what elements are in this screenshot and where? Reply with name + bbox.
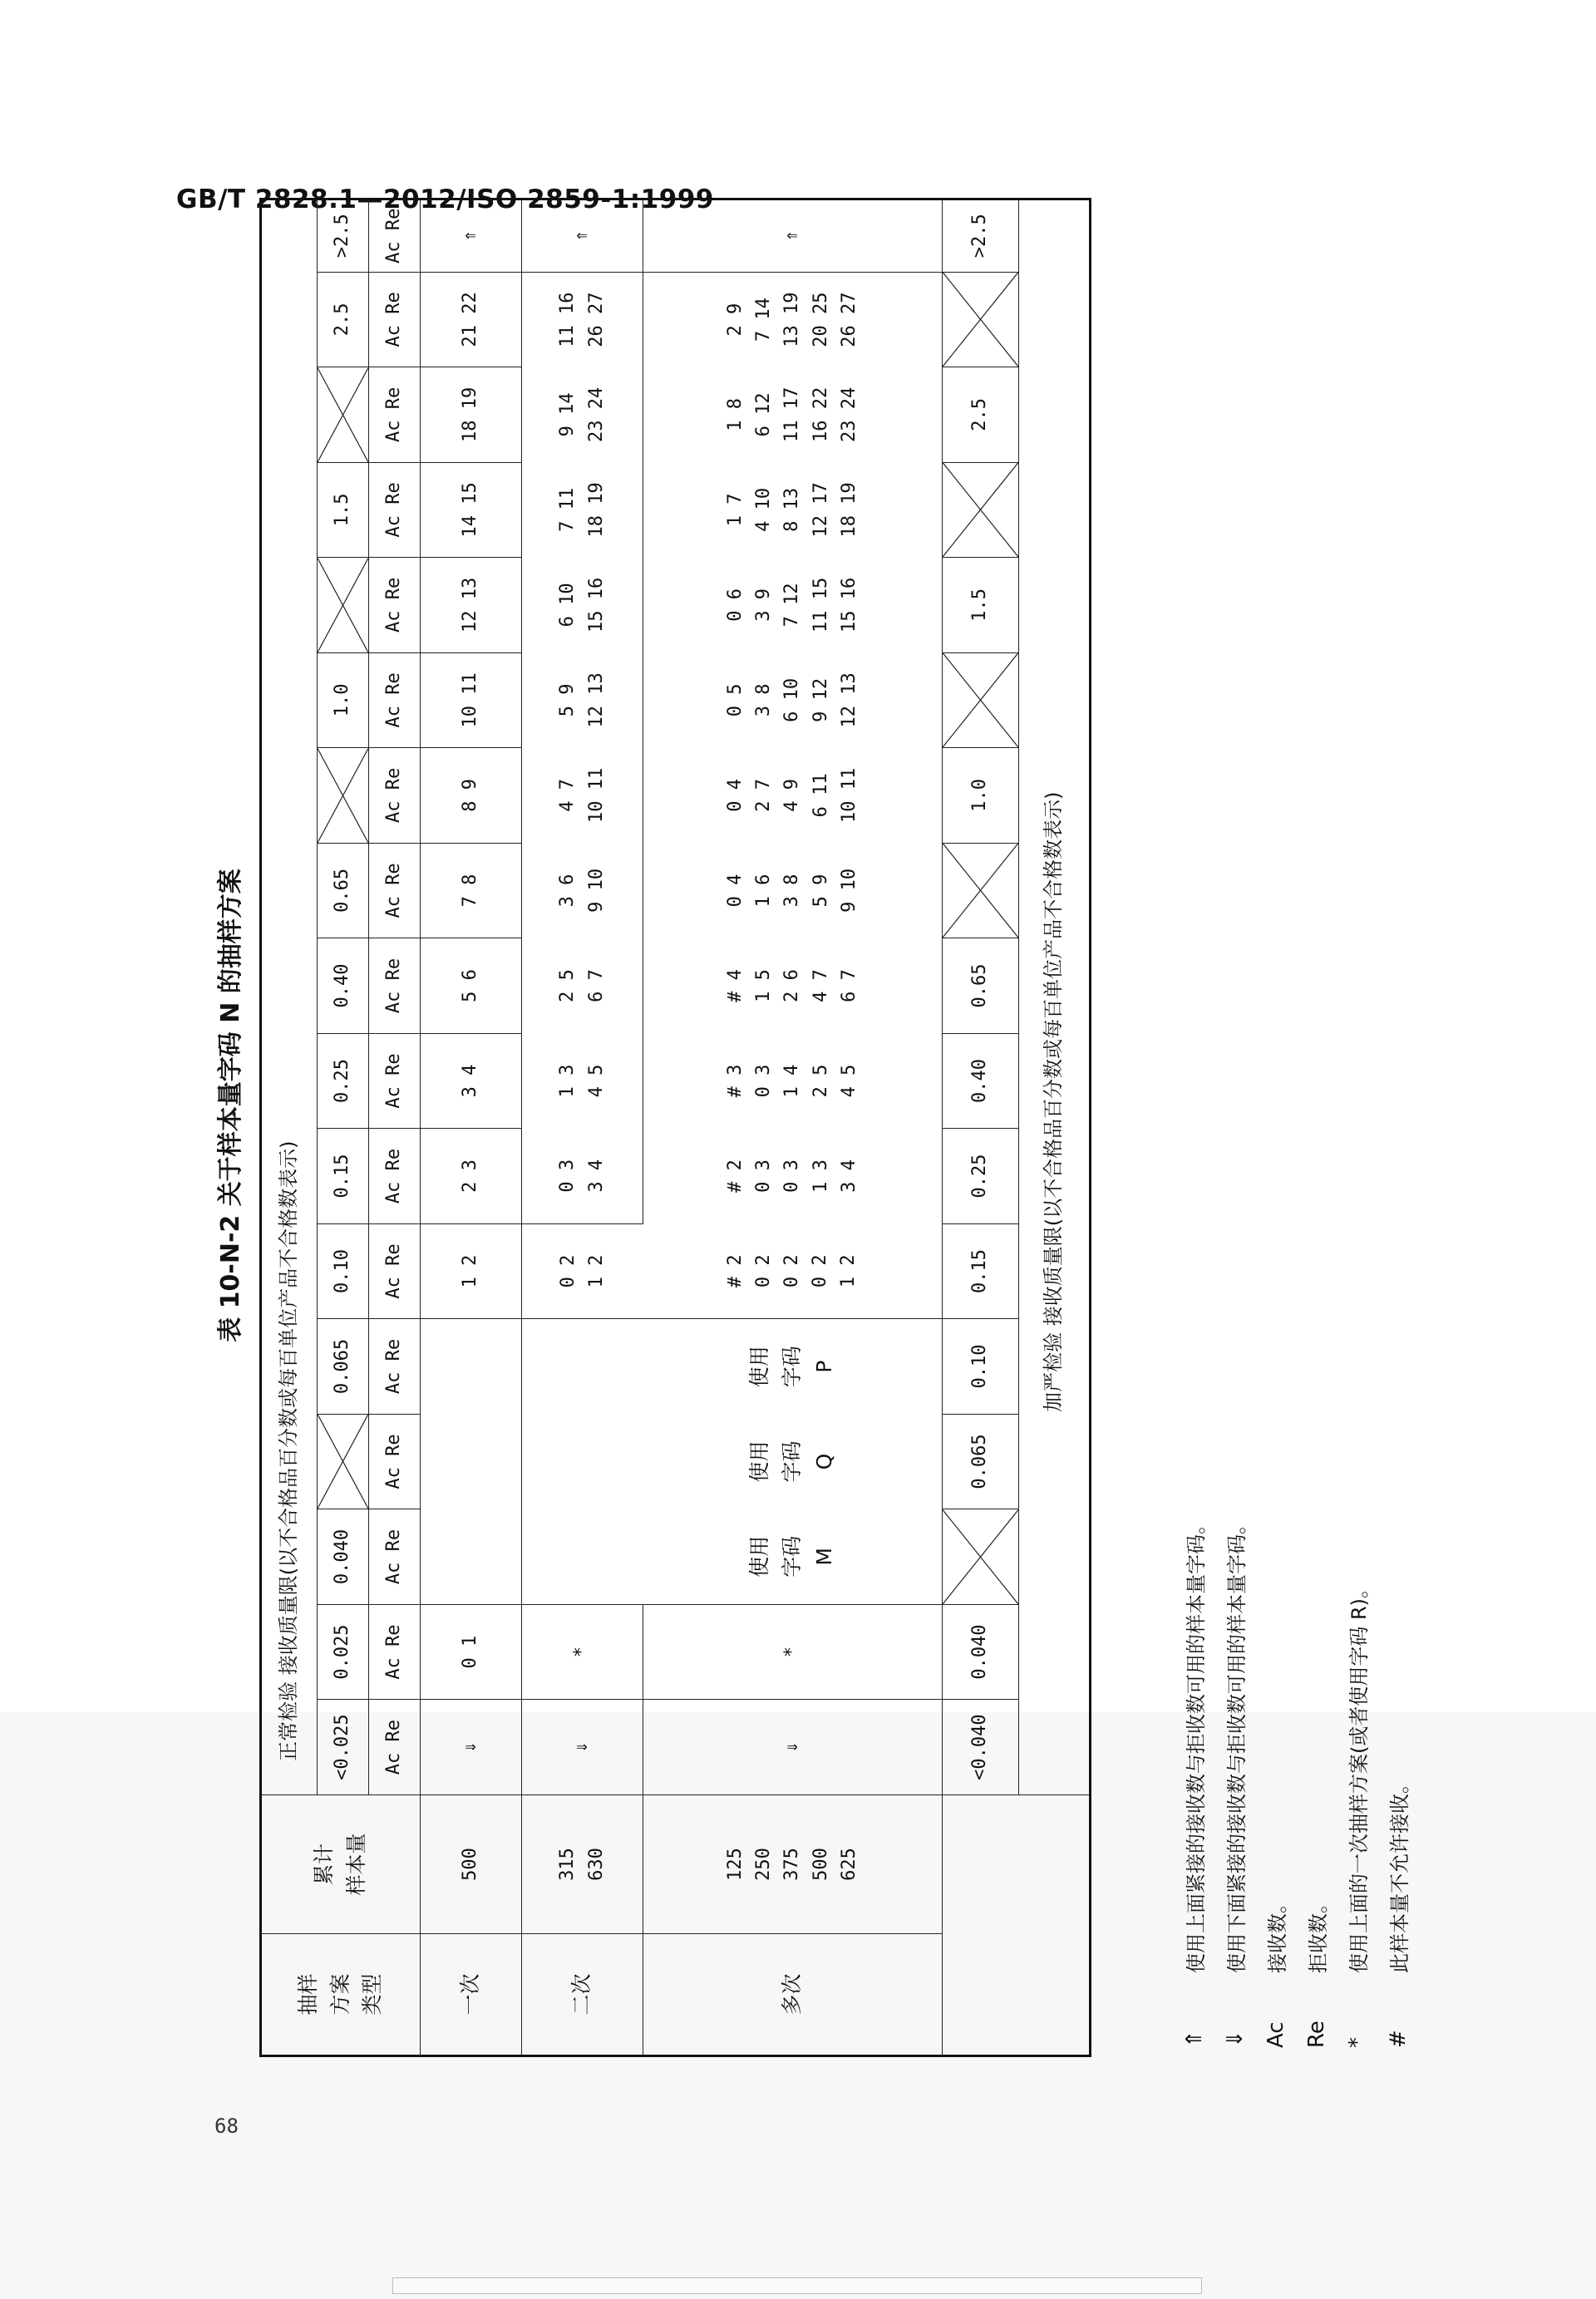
normal-inspection-label: 正常检验 接收质量限(以不合格品百分数或每百单位产品不合格数表示) [261,199,318,1795]
legend-item [1337,801,1377,2048]
double-cell: ⇑ [522,199,643,273]
legend [1174,801,1418,2048]
legend-item [1214,801,1255,2048]
double-cell: * [522,1604,643,1700]
single-cell: 2 3 [421,1129,522,1224]
single-cell: 10 11 [421,652,522,748]
single-cell: 5 6 [421,938,522,1034]
multiple-cell: # 4 1 5 2 6 4 7 6 7 [643,938,943,1034]
legend-symbol: ⇓ [1222,2030,1248,2048]
acre-label: Ac Re [369,1319,421,1415]
single-empty-cell [421,1414,522,1509]
single-cell: 18 19 [421,367,522,463]
multiple-cell: 1 8 6 12 11 17 16 22 23 24 [643,367,943,463]
aql-10: 1.0 [318,652,369,748]
aql-crossed-cell [318,367,369,463]
aql-0025: 0.025 [318,1604,369,1700]
tight-aql-010: 0.10 [943,1319,1019,1415]
acre-label: Ac Re [369,1604,421,1700]
tightened-empty-cell [943,1934,1091,2056]
single-cell: 14 15 [421,462,522,558]
acre-label: Ac Re [369,462,421,558]
aql-25: 2.5 [318,272,369,367]
double-cell: 5 9 12 13 [522,652,643,748]
acre-label: Ac Re [369,1700,421,1795]
aql-0040: 0.040 [318,1509,369,1605]
acre-label: Ac Re [369,1033,421,1129]
acre-label: Ac Re [369,1509,421,1605]
tight-crossed-cell [943,462,1019,558]
aql-025: 0.25 [318,1033,369,1129]
aql-15: 1.5 [318,462,369,558]
table-title: 表 10-N-2 关于样本量字码 N 的抽样方案 [216,869,245,1342]
horizontal-scrollbar[interactable] [392,2277,1202,2294]
aql-015: 0.15 [318,1129,369,1224]
single-empty-cell [421,1509,522,1605]
double-cell: 4 7 10 11 [522,748,643,844]
single-cell: ⇓ [421,1700,522,1795]
multiple-cell: 2 9 7 14 13 19 20 25 26 27 [643,272,943,367]
tight-crossed-cell [943,272,1019,367]
aql-065: 0.65 [318,843,369,938]
double-empty-cell [522,1319,643,1415]
use-code-m: 使用 字码 M [643,1509,943,1605]
tightened-inspection-label: 加严检验 接收质量限(以不合格品百分数或每百单位产品不合格数表示) [1019,199,1091,1795]
legend-text: 拒收数。 [1307,1893,1330,1973]
acre-label: Ac Re [369,652,421,748]
aql-0065: 0.065 [318,1319,369,1415]
tight-aql-0065: 0.065 [943,1414,1019,1509]
header-plan-type: 抽样 方案 类型 [261,1934,421,2056]
acre-label: Ac Re [369,272,421,367]
double-empty-cell [522,1414,643,1509]
multiple-cell: 1 7 4 10 8 13 12 17 18 19 [643,462,943,558]
acre-label: Ac Re [369,748,421,844]
acre-label: Ac Re [369,938,421,1034]
multiple-cell: * [643,1604,943,1700]
page-number: 68 [214,2114,239,2138]
tight-aql-040: 0.40 [943,1033,1019,1129]
legend-symbol: Ac [1263,2021,1288,2048]
acre-label: Ac Re [369,367,421,463]
tight-crossed-cell [943,843,1019,938]
use-code-q: 使用 字码 Q [643,1414,943,1509]
legend-text: 接收数。 [1266,1893,1289,1973]
multiple-sample-sizes: 125 250 375 500 625 [643,1794,943,1933]
tightened-empty-cell [943,1794,1091,1933]
aql-lt-0025: <0.025 [318,1700,369,1795]
multiple-cell: 0 4 2 7 4 9 6 11 10 11 [643,748,943,844]
standard-code: GB/T 2828.1—2012/ISO 2859-1:1999 [176,185,714,214]
legend-item [1377,801,1418,2048]
acre-label: Ac Re [369,1414,421,1509]
multiple-cell: # 2 0 2 0 2 0 2 1 2 [643,1223,943,1319]
single-sample-size: 500 [421,1794,522,1933]
double-cell: 11 16 26 27 [522,272,643,367]
aql-crossed-cell [318,748,369,844]
acre-label: Ac Re [369,843,421,938]
double-cell: ⇓ [522,1700,643,1795]
multiple-plan-type: 多次 [643,1934,943,2056]
tight-aql-0040: 0.040 [943,1604,1019,1700]
double-cell: 7 11 18 19 [522,462,643,558]
multiple-cell: 0 5 3 8 6 10 9 12 12 13 [643,652,943,748]
multiple-cell: # 3 0 3 1 4 2 5 4 5 [643,1033,943,1129]
single-cell: 8 9 [421,748,522,844]
legend-symbol: # [1385,2030,1411,2048]
single-plan-type: 一次 [421,1934,522,2056]
use-code-p: 使用 字码 P [643,1319,943,1415]
tight-aql-10: 1.0 [943,748,1019,844]
legend-text: 此样本量不允许接收。 [1388,1774,1411,1973]
tight-aql-065: 0.65 [943,938,1019,1034]
double-cell: 9 14 23 24 [522,367,643,463]
tight-aql-015: 0.15 [943,1223,1019,1319]
legend-text: 使用下面紧接的接收数与拒收数可用的样本量字码。 [1225,1514,1249,1973]
single-cell: ⇑ [421,199,522,273]
double-empty-cell [522,1509,643,1605]
aql-gt-25: >2.5 [318,199,369,273]
single-cell: 3 4 [421,1033,522,1129]
double-plan-type: 二次 [522,1934,643,2056]
double-cell: 0 2 1 2 [522,1223,643,1319]
acre-label: Ac Re [369,1223,421,1319]
acre-label: Ac Re [369,558,421,653]
legend-symbol: * [1344,2037,1370,2048]
multiple-cell: 0 6 3 9 7 12 11 15 15 16 [643,558,943,653]
acre-label: Ac Re [369,199,421,273]
double-cell: 0 3 3 4 [522,1129,643,1224]
header-cumulative-size: 累计 样本量 [261,1794,421,1933]
double-cell: 3 6 9 10 [522,843,643,938]
tight-aql-025: 0.25 [943,1129,1019,1224]
single-cell: 1 2 [421,1223,522,1319]
rotated-page-content [203,150,1411,2078]
tight-crossed-cell [943,652,1019,748]
aql-crossed-cell [318,1414,369,1509]
aql-010: 0.10 [318,1223,369,1319]
legend-item [1296,801,1337,2048]
double-sample-sizes: 315 630 [522,1794,643,1933]
multiple-cell: ⇓ [643,1700,943,1795]
single-cell: 21 22 [421,272,522,367]
sampling-plan-table [259,198,1091,2057]
multiple-cell: # 2 0 3 0 3 1 3 3 4 [643,1129,943,1224]
tight-crossed-cell [943,1509,1019,1605]
aql-crossed-cell [318,558,369,653]
multiple-cell: 0 4 1 6 3 8 5 9 9 10 [643,843,943,938]
legend-item [1174,801,1214,2048]
tight-aql-gt-25: >2.5 [943,199,1019,273]
single-cell: 12 13 [421,558,522,653]
legend-symbol: ⇑ [1181,2030,1207,2048]
double-cell: 6 10 15 16 [522,558,643,653]
single-cell: 0 1 [421,1604,522,1700]
legend-item [1255,801,1296,2048]
double-cell: 1 3 4 5 [522,1033,643,1129]
tight-aql-15: 1.5 [943,558,1019,653]
legend-text: 使用上面的一次抽样方案(或者使用字码 R)。 [1347,1578,1371,1973]
single-cell: 7 8 [421,843,522,938]
multiple-cell: ⇑ [643,199,943,273]
tight-aql-lt-0040: <0.040 [943,1700,1019,1795]
single-empty-cell [421,1319,522,1415]
acre-label: Ac Re [369,1129,421,1224]
legend-symbol: Re [1303,2021,1329,2048]
tight-aql-25: 2.5 [943,367,1019,463]
aql-040: 0.40 [318,938,369,1034]
double-cell: 2 5 6 7 [522,938,643,1034]
legend-text: 使用上面紧接的接收数与拒收数可用的样本量字码。 [1185,1514,1208,1973]
